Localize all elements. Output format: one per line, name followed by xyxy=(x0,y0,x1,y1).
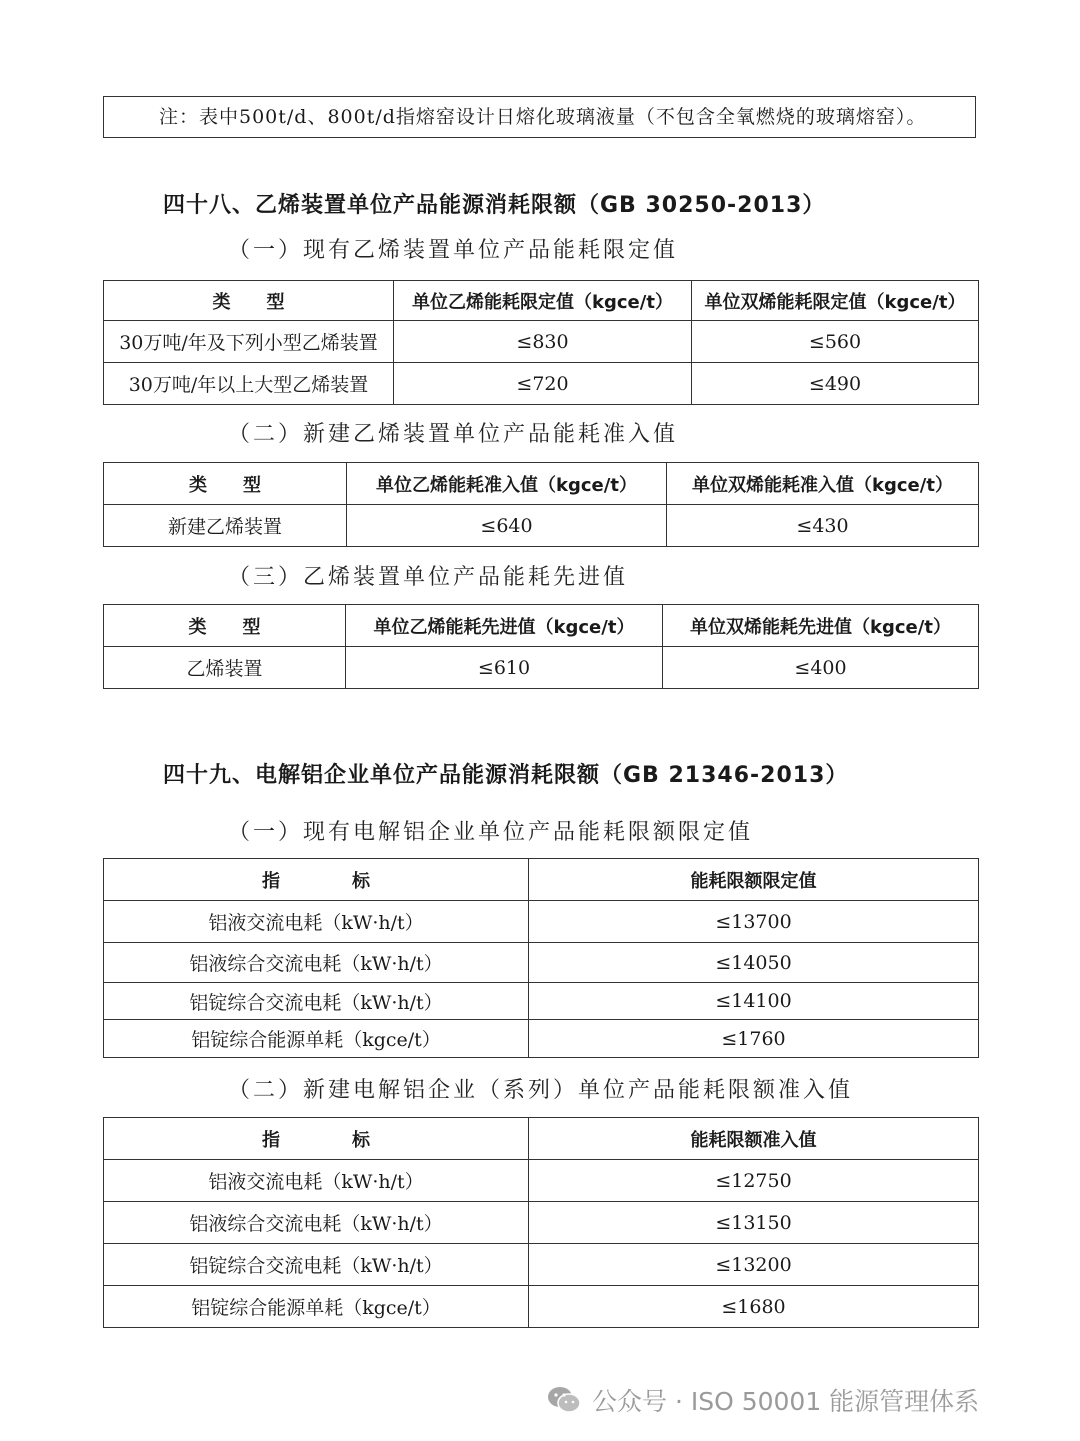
table-row xyxy=(104,647,979,689)
header-cell: 单位双烯能耗准入值（kgce/t） xyxy=(667,463,979,505)
table-header-row xyxy=(104,281,979,321)
table-row xyxy=(104,901,979,943)
table-cell: 铝液综合交流电耗（kW·h/t） xyxy=(104,943,529,983)
watermark xyxy=(546,1378,979,1422)
note-text: 注：表中500t/d、800t/d指熔窑设计日熔化玻璃液量（不包含全氧燃烧的玻璃熔窑）。 xyxy=(159,106,927,128)
table-row xyxy=(104,1160,979,1202)
table-header-row xyxy=(104,1118,979,1160)
table-row xyxy=(104,363,979,405)
header-cell: 单位乙烯能耗准入值（kgce/t） xyxy=(347,463,667,505)
table-cell: ≤1680 xyxy=(529,1286,979,1328)
s49-t1-subtitle: （一）现有电解铝企业单位产品能耗限额限定值 xyxy=(228,820,754,845)
header-cell: 单位乙烯能耗限定值（kgce/t） xyxy=(394,281,692,321)
table-row xyxy=(104,943,979,983)
table-row xyxy=(104,321,979,363)
table-cell: ≤640 xyxy=(347,505,667,547)
header-cell: 指 标 xyxy=(104,1118,529,1160)
header-cell: 能耗限额限定值 xyxy=(529,859,979,901)
table-cell: ≤14050 xyxy=(529,943,979,983)
table-row xyxy=(104,1020,979,1058)
table-cell: 乙烯装置 xyxy=(104,647,346,689)
table-cell: 铝锭综合交流电耗（kW·h/t） xyxy=(104,1244,529,1286)
table-cell: ≤490 xyxy=(692,363,979,405)
note-box xyxy=(103,96,976,138)
table-cell: 铝液交流电耗（kW·h/t） xyxy=(104,1160,529,1202)
table-cell: ≤720 xyxy=(394,363,692,405)
table-cell: ≤830 xyxy=(394,321,692,363)
table-header-row xyxy=(104,605,979,647)
table-row xyxy=(104,1286,979,1328)
table-cell: 铝锭综合能源单耗（kgce/t） xyxy=(104,1286,529,1328)
table-header-row xyxy=(104,463,979,505)
table-cell: 铝锭综合能源单耗（kgce/t） xyxy=(104,1020,529,1058)
table-header-row xyxy=(104,859,979,901)
section-48-title: 四十八、乙烯装置单位产品能源消耗限额（GB 30250-2013） xyxy=(163,193,826,218)
header-cell: 能耗限额准入值 xyxy=(529,1118,979,1160)
s48-t2-table xyxy=(103,462,979,547)
table-cell: ≤1760 xyxy=(529,1020,979,1058)
table-cell: 30万吨/年及下列小型乙烯装置 xyxy=(104,321,394,363)
table-cell: ≤400 xyxy=(663,647,979,689)
header-cell: 单位乙烯能耗先进值（kgce/t） xyxy=(346,605,663,647)
table-cell: 新建乙烯装置 xyxy=(104,505,347,547)
s48-t1-table xyxy=(103,280,979,405)
table-row xyxy=(104,1202,979,1244)
watermark-text: 公众号 · ISO 50001 能源管理体系 xyxy=(592,1387,980,1416)
wechat-icon xyxy=(546,1385,582,1415)
table-cell: ≤14100 xyxy=(529,983,979,1020)
s48-t3-table xyxy=(103,604,979,689)
table-cell: 铝液交流电耗（kW·h/t） xyxy=(104,901,529,943)
table-cell: 铝锭综合交流电耗（kW·h/t） xyxy=(104,983,529,1020)
table-cell: ≤560 xyxy=(692,321,979,363)
header-cell: 类 型 xyxy=(104,281,394,321)
table-cell: ≤12750 xyxy=(529,1160,979,1202)
table-cell: ≤610 xyxy=(346,647,663,689)
s48-t1-subtitle: （一）现有乙烯装置单位产品能耗限定值 xyxy=(228,238,679,263)
header-cell: 指 标 xyxy=(104,859,529,901)
table-cell: ≤13700 xyxy=(529,901,979,943)
s48-t2-subtitle: （二）新建乙烯装置单位产品能耗准入值 xyxy=(228,422,679,447)
s49-t2-subtitle: （二）新建电解铝企业（系列）单位产品能耗限额准入值 xyxy=(228,1078,854,1103)
header-cell: 单位双烯能耗先进值（kgce/t） xyxy=(663,605,979,647)
s49-t1-table xyxy=(103,858,979,1058)
table-row xyxy=(104,983,979,1020)
section-49-title: 四十九、电解铝企业单位产品能源消耗限额（GB 21346-2013） xyxy=(163,763,849,788)
table-row xyxy=(104,505,979,547)
table-cell: ≤13200 xyxy=(529,1244,979,1286)
table-cell: 30万吨/年以上大型乙烯装置 xyxy=(104,363,394,405)
table-cell: 铝液综合交流电耗（kW·h/t） xyxy=(104,1202,529,1244)
table-row xyxy=(104,1244,979,1286)
table-cell: ≤13150 xyxy=(529,1202,979,1244)
s48-t3-subtitle: （三）乙烯装置单位产品能耗先进值 xyxy=(228,565,629,590)
header-cell: 类 型 xyxy=(104,463,347,505)
s49-t2-table xyxy=(103,1117,979,1328)
header-cell: 单位双烯能耗限定值（kgce/t） xyxy=(692,281,979,321)
table-cell: ≤430 xyxy=(667,505,979,547)
header-cell: 类 型 xyxy=(104,605,346,647)
